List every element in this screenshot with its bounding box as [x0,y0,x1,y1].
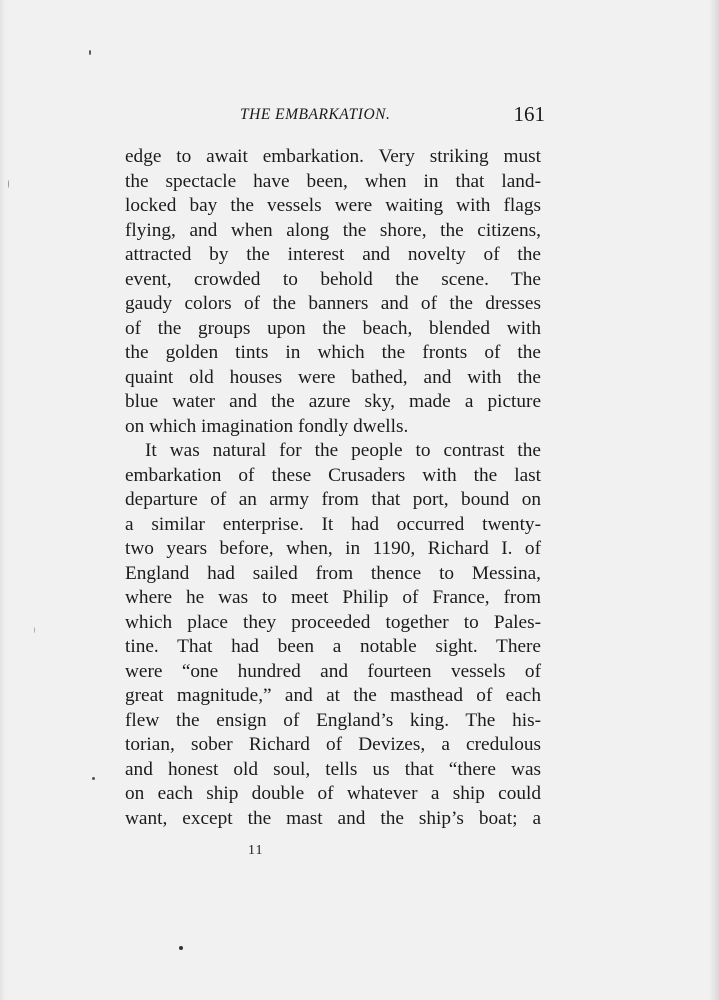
text-line: England had sailed from thence to Messina, [125,562,541,584]
text-line: on each ship double of whatever a ship could [125,783,541,804]
running-head [125,102,545,130]
text-line: locked bay the vessels were waiting with flags [125,195,541,216]
page-left-edge [0,0,6,1000]
text-line: torian, sober Richard of Devizes, a credulous [125,734,541,755]
page-right-edge [709,0,719,1000]
text-line: were “one hundred and fourteen vessels of [125,660,541,682]
text-line: want, except the mast and the ship’s boat; a [125,807,541,829]
text-line: embarkation of these Crusaders with the last [125,464,541,486]
body-text [125,145,541,831]
text-line: flew the ensign of England’s king. The his- [125,709,541,731]
paragraph-start-line: It was natural for the people to contrast the [145,440,541,461]
text-line: the golden tints in which the fronts of the [125,342,541,363]
text-line: which place they proceeded together to Pales- [125,611,541,633]
text-line: and honest old soul, tells us that “there was [125,758,541,780]
text-line: the spectacle have been, when in that land- [125,170,541,192]
text-line: where he was to meet Philip of France, from [125,587,541,608]
text-line: blue water and the azure sky, made a picture [125,391,541,412]
text-line: a similar enterprise. It had occurred twenty- [125,513,541,535]
text-line: gaudy colors of the banners and of the dresses [125,293,541,314]
page-number: 161 [513,102,545,126]
text-line: great magnitude,” and at the masthead of each [125,685,541,706]
text-line: quaint old houses were bathed, and with the [125,366,541,388]
text-line: of the groups upon the beach, blended with [125,317,541,339]
signature-mark: 11 [248,843,264,858]
text-line: edge to await embarkation. Very striking must [125,146,541,167]
paper-speck [179,946,183,950]
text-line: flying, and when along the shore, the citizens, [125,219,541,241]
paragraph-end-line: on which imagination fondly dwells. [125,415,409,437]
paper-speck [89,50,91,55]
text-line: attracted by the interest and novelty of the [125,244,541,265]
text-line: event, crowded to behold the scene. The [125,268,541,290]
paper-speck [34,627,35,633]
text-line: two years before, when, in 1190, Richard I. of [125,538,541,559]
paper-speck [92,777,95,780]
text-line: tine. That had been a notable sight. There [125,636,541,657]
text-line: departure of an army from that port, bound on [125,489,541,510]
running-title: THE EMBARKATION. [240,106,391,123]
paper-speck [8,180,9,188]
